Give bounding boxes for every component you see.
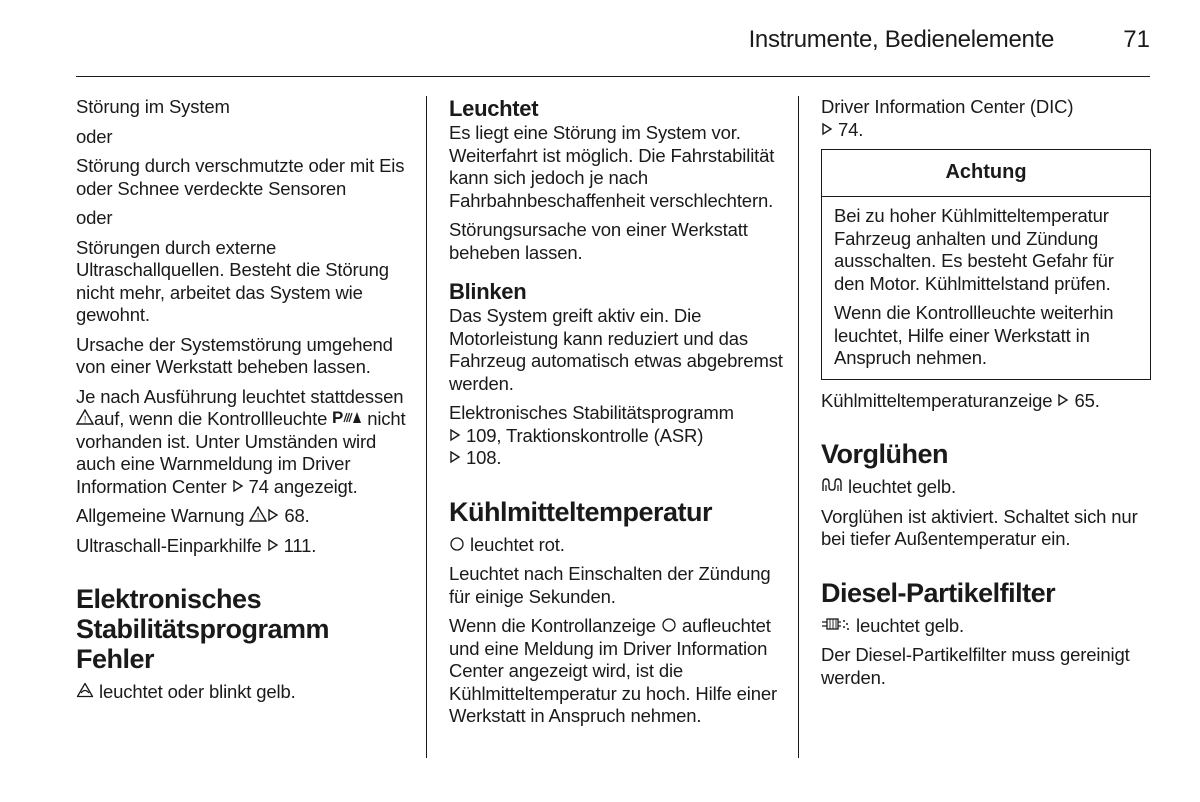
text: 68. [284,505,310,526]
paragraph [76,535,411,558]
paragraph: Störungen durch externe Ultraschallquellen. Besteht die Störung nicht mehr, arbeitet das System wie gewohnt. [76,236,389,325]
diesel-particulate-filter-icon [821,615,851,638]
section-heading: Kühlmitteltemperatur [449,496,713,527]
paragraph [449,402,784,470]
paragraph: Das System greift aktiv ein. Die Motorleistung kann reduziert und das Fahrzeug automatisch etwas abgebremst werden. [449,305,783,394]
text: 109, Traktionskontrolle (ASR) [466,424,704,446]
paragraph [821,96,1151,141]
reference-arrow-icon [267,535,279,558]
text: 111. [283,534,317,556]
reference-arrow-icon [267,505,279,528]
text: leuchtet gelb. [843,476,956,497]
paragraph [76,681,411,704]
svg-text:!: ! [257,511,260,522]
section-heading: Diesel-Partikelfilter [821,577,1056,608]
caution-box [821,149,1151,380]
text: Elektronisches Stabilitätsprogramm [449,402,734,423]
glow-plug-icon [821,476,843,499]
svg-text:!: ! [83,414,87,425]
coolant-temperature-icon [449,534,465,557]
text: Ultraschall-Einparkhilfe [76,534,267,556]
paragraph: Störungsursache von einer Werkstatt beheben lassen. [449,219,748,263]
subheading: Blinken [449,279,527,304]
paragraph: Leuchtet nach Einschalten der Zündung für einige Sekunden. [449,563,771,607]
column-1 [76,96,411,711]
text: 108. [466,447,502,468]
reference-arrow-icon [1057,390,1069,413]
coolant-temperature-icon [661,615,677,638]
text: Kühlmitteltemperaturanzeige [821,389,1058,411]
text: Driver Information Center (DIC) [821,96,1074,117]
text: leuchtet rot. [465,533,565,555]
paragraph: Vorglühen ist aktiviert. Schaltet sich nur bei tiefer Außentemperatur ein. [821,505,1138,549]
reference-arrow-icon [821,119,833,142]
paragraph: Wenn die Kontrollleuchte weiterhin leuchtet, Hilfe einer Werkstatt in Anspruch nehmen. [834,302,1114,368]
warning-triangle-icon [76,408,94,431]
paragraph [821,615,1151,638]
reference-arrow-icon [232,476,244,499]
caution-title: Achtung [822,150,1150,197]
page-header [76,0,1150,77]
park-assist-icon [332,408,362,431]
paragraph [449,534,784,557]
text: Je nach Ausführung leuchtet stattdessen [76,385,404,407]
paragraph [76,505,411,528]
paragraph: oder [76,125,113,147]
text: leuchtet gelb. [851,614,964,636]
paragraph: Störung im System [76,96,230,117]
text: nicht vorhanden ist. Unter Umständen wird auch eine Warnmeldung im Driver Information Center [76,408,406,497]
paragraph: Bei zu hoher Kühlmitteltemperatur Fahrzeug anhalten und Zündung ausschalten. Es besteht Gefahr für den Motor. Kühlmittelstand prüfen. [834,205,1114,294]
paragraph: Störung durch verschmutzte oder mit Eis oder Schnee verdeckte Sensoren [76,155,405,199]
paragraph [821,390,1151,413]
column-3 [821,96,1151,696]
column-divider [426,96,427,758]
text: 74. [838,118,864,140]
header-title: Instrumente, Bedienelemente [748,26,1054,53]
text: Wenn die Kontrollanzeige [449,615,661,636]
paragraph [449,615,784,728]
text: 74 angezeigt. [248,475,358,497]
paragraph: oder [76,207,113,228]
esp-icon [76,681,94,704]
paragraph [76,386,411,499]
warning-triangle-icon [249,505,267,528]
reference-arrow-icon [449,425,461,448]
reference-arrow-icon [449,447,461,470]
column-divider [798,96,799,758]
section-heading: Vorglühen [821,439,948,469]
section-heading: Elektronisches Stabilitätsprogramm Fehler [76,584,330,674]
text: Allgemeine Warnung [76,505,250,526]
text: aufleuchtet und eine Meldung im Driver Information Center angezeigt wird, ist die Kühlmitteltemperatur zu hoch. Hilfe einer Werkstatt in Anspruch nehmen. [449,615,778,726]
subheading: Leuchtet [449,96,539,121]
paragraph [821,476,1151,499]
text: leuchtet oder blinkt gelb. [94,681,296,702]
paragraph: Der Diesel-Partikelfilter muss gereinigt werden. [821,644,1130,688]
page-number: 71 [1123,26,1150,53]
text: 65. [1074,389,1100,411]
column-2 [449,96,784,735]
paragraph: Ursache der Systemstörung umgehend von einer Werkstatt beheben lassen. [76,333,393,377]
paragraph: Es liegt eine Störung im System vor. Weiterfahrt ist möglich. Die Fahrstabilität kann sich jedoch je nach Fahrbahnbeschaffenheit verschlechtern. [449,122,775,211]
svg-text:P: P [332,409,344,425]
text: auf, wenn die Kontrollleuchte [94,408,333,429]
